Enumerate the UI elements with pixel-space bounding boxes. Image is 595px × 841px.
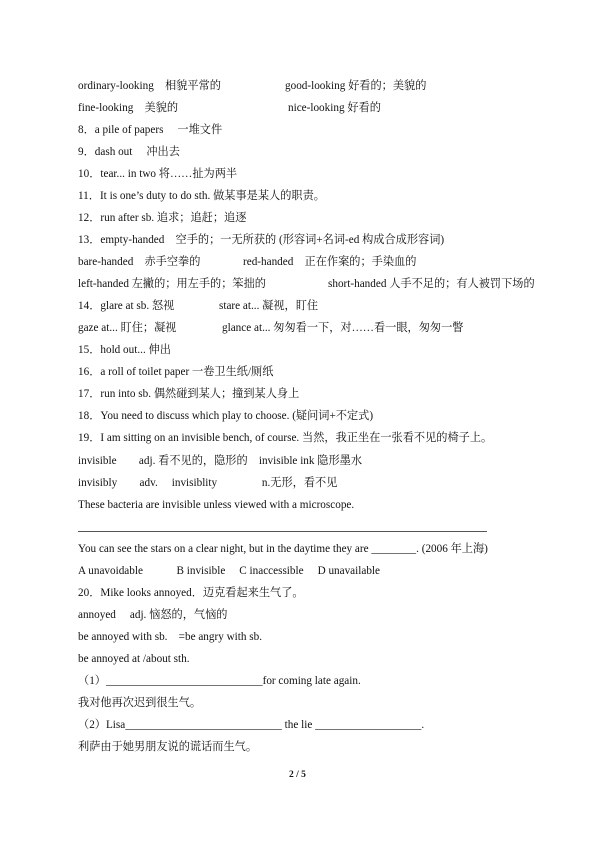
text-line: 11．It is one’s duty to do sth. 做某事是某人的职责。 — [78, 190, 325, 202]
page-number: 2 / 5 — [289, 770, 306, 780]
line-col-a: fine-looking 美貌的 — [78, 102, 179, 114]
line-col-b: good-looking 好看的；美貌的 — [285, 80, 427, 92]
separator-line — [78, 531, 487, 532]
line-col-a: ordinary-looking 相貌平常的 — [78, 80, 221, 92]
text-line — [78, 255, 417, 269]
text-line: （1）____________________________for coming late again. — [78, 675, 361, 687]
line-col-b: glance at... 匆匆看一下，对……看一眼，匆匆一瞥 — [222, 322, 464, 334]
text-line — [78, 321, 464, 335]
text-line: 10．tear... in two 将……扯为两半 — [78, 168, 238, 180]
text-line: be annoyed with sb. =be angry with sb. — [78, 631, 263, 643]
line-col-a: bare-handed 赤手空拳的 — [78, 256, 201, 268]
text-line: 13．empty-handed 空手的；一无所获的 (形容词+名词-ed 构成合成形容词) — [78, 234, 445, 246]
text-line: 19．I am sitting on an invisible bench, of course. 当然，我正坐在一张看不见的椅子上。 — [78, 432, 493, 444]
text-line: 我对他再次迟到很生气。 — [78, 697, 202, 709]
text-line: These bacteria are invisible unless viewed with a microscope. — [78, 499, 355, 511]
text-line: 17．run into sb. 偶然碰到某人；撞到某人身上 — [78, 388, 300, 400]
line-col-b: short-handed 人手不足的；有人被罚下场的 — [328, 278, 535, 290]
text-line: （2）Lisa____________________________ the lie ___________________. — [78, 719, 425, 731]
text-line: 12．run after sb. 追求；追赶；追逐 — [78, 212, 247, 224]
line-col-b: stare at... 凝视，盯住 — [219, 300, 319, 312]
text-line: invisibly adv. invisiblity n.无形，看不见 — [78, 477, 338, 489]
text-line: annoyed adj. 恼怒的，气恼的 — [78, 609, 228, 621]
text-line: 利萨由于她男朋友说的谎话而生气。 — [78, 741, 258, 753]
text-line — [78, 101, 381, 115]
line-col-a: gaze at... 盯住；凝视 — [78, 322, 177, 334]
text-line: 8．a pile of papers 一堆文件 — [78, 124, 223, 136]
line-col-a: 14．glare at sb. 怒视 — [78, 300, 175, 312]
text-line: be annoyed at /about sth. — [78, 653, 190, 665]
text-line: 9．dash out 冲出去 — [78, 146, 180, 158]
text-line — [78, 277, 535, 291]
text-line: 20．Mike looks annoyed．迈克看起来生气了。 — [78, 587, 304, 599]
text-line — [78, 79, 427, 93]
text-line: You can see the stars on a clear night, but in the daytime they are ________. (2006 年上海) — [78, 543, 488, 555]
line-col-a: left-handed 左撇的；用左手的；笨拙的 — [78, 278, 266, 290]
line-col-b: red-handed 正在作案的；手染血的 — [243, 256, 417, 268]
text-line — [78, 299, 319, 313]
text-line: 16．a roll of toilet paper 一卷卫生纸/厕纸 — [78, 366, 274, 378]
line-col-b: nice-looking 好看的 — [288, 102, 381, 114]
text-line: invisible adj. 看不见的，隐形的 invisible ink 隐形墨水 — [78, 455, 363, 467]
text-line: A unavoidable B invisible C inaccessible D unavailable — [78, 565, 381, 577]
text-line: 18．You need to discuss which play to choose. (疑问词+不定式) — [78, 410, 374, 422]
text-line: 15．hold out... 伸出 — [78, 344, 171, 356]
